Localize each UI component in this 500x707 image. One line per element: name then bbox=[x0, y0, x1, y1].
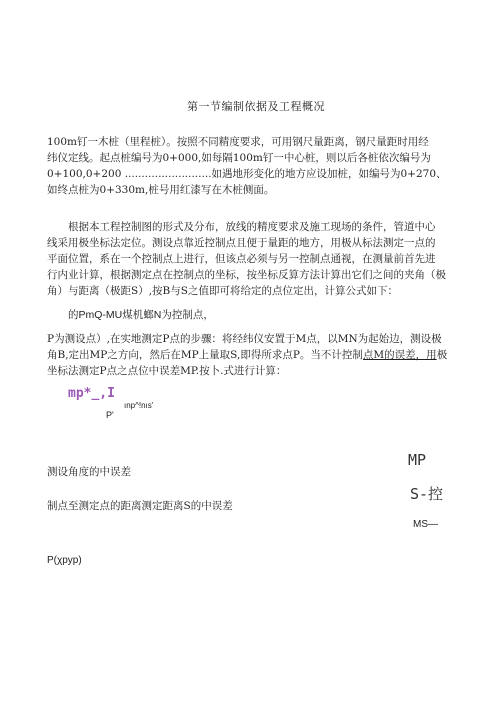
p1-line-2: 纬仪定线。起点桩编号为0+000,如每隔100m钉一中心桩，则以后各桩依次编号为 bbox=[47, 152, 431, 164]
p4-line-3: 坐标法测定P点之点位中误差MP.按卜.式进行计算： bbox=[47, 365, 287, 377]
p4-line-2-underlined: 点M的误差，用 bbox=[362, 349, 437, 361]
p4-line-1: P为测设点）,在实地测定P点的步骤：将经纬仪安置于M点，以MN为起始边，测设极 bbox=[47, 333, 442, 345]
p2-line-1: 根据本工程控制图的形式及分布，放线的精度要求及施工现场的条件，管道中心 bbox=[68, 221, 436, 233]
page-title: 第一节编制依据及工程概况 bbox=[187, 100, 325, 113]
p2-line-4: 行内业计算，根据测定点在控制点的坐标，按坐标反算方法计算出它们之间的夹角（极 bbox=[47, 269, 446, 281]
p2-line-2: 线采用极坐标法定位。测设点靠近控制点且便于量距的地方，用极从标法测定一点的 bbox=[47, 237, 436, 249]
p1-line-4: 如终点桩为0+330m,桩号用红漆写在木桩侧面。 bbox=[47, 184, 275, 196]
formula-main: mp*_,I bbox=[68, 386, 115, 401]
p-coordinates: P(χpyp) bbox=[47, 555, 82, 566]
p2-line-3: 平面位置，系在一个控制点上进行，但该点必须与另一控制点通视，在测量前首先进 bbox=[47, 253, 436, 265]
ms-label: MS— bbox=[413, 519, 438, 530]
formula-side: ınp^!nıs' bbox=[124, 401, 154, 410]
p4-line-2 bbox=[47, 347, 447, 363]
control-point-note: 的PmQ-MU煤机螂N为控制点， bbox=[68, 309, 214, 321]
mp-label: MP bbox=[408, 451, 427, 469]
paragraph-1 bbox=[47, 134, 447, 198]
s-label: S-控 bbox=[410, 485, 444, 503]
p1-line-3: 0+100,0+200 ..........................如遇地形变化的地方应设加桩，如编号为0+270、 bbox=[47, 168, 447, 180]
formula-sub: P' bbox=[106, 410, 114, 420]
p1-line-1: 100m钉一木桩（里程桩）。按照不同精度要求，可用钢尺量距离，钢尺量距时用经 bbox=[47, 136, 429, 148]
angle-error-text: 测设角度的中误差 bbox=[47, 466, 131, 478]
paragraph-2 bbox=[47, 219, 446, 299]
p4-line-2-pre: 角B,定出MP之方向，然后在MP上量取S,即得所求点P。当不计控制 bbox=[47, 349, 363, 361]
p2-line-5: 角）与距离（极距S）,按B与S之值即可将给定的点位定出，计算公式如下： bbox=[47, 285, 398, 297]
paragraph-4 bbox=[47, 331, 447, 379]
p4-line-2-post: 极 bbox=[436, 349, 448, 361]
distance-error-text: 制点至测定点的距离测定距离S的中误差 bbox=[47, 500, 233, 512]
